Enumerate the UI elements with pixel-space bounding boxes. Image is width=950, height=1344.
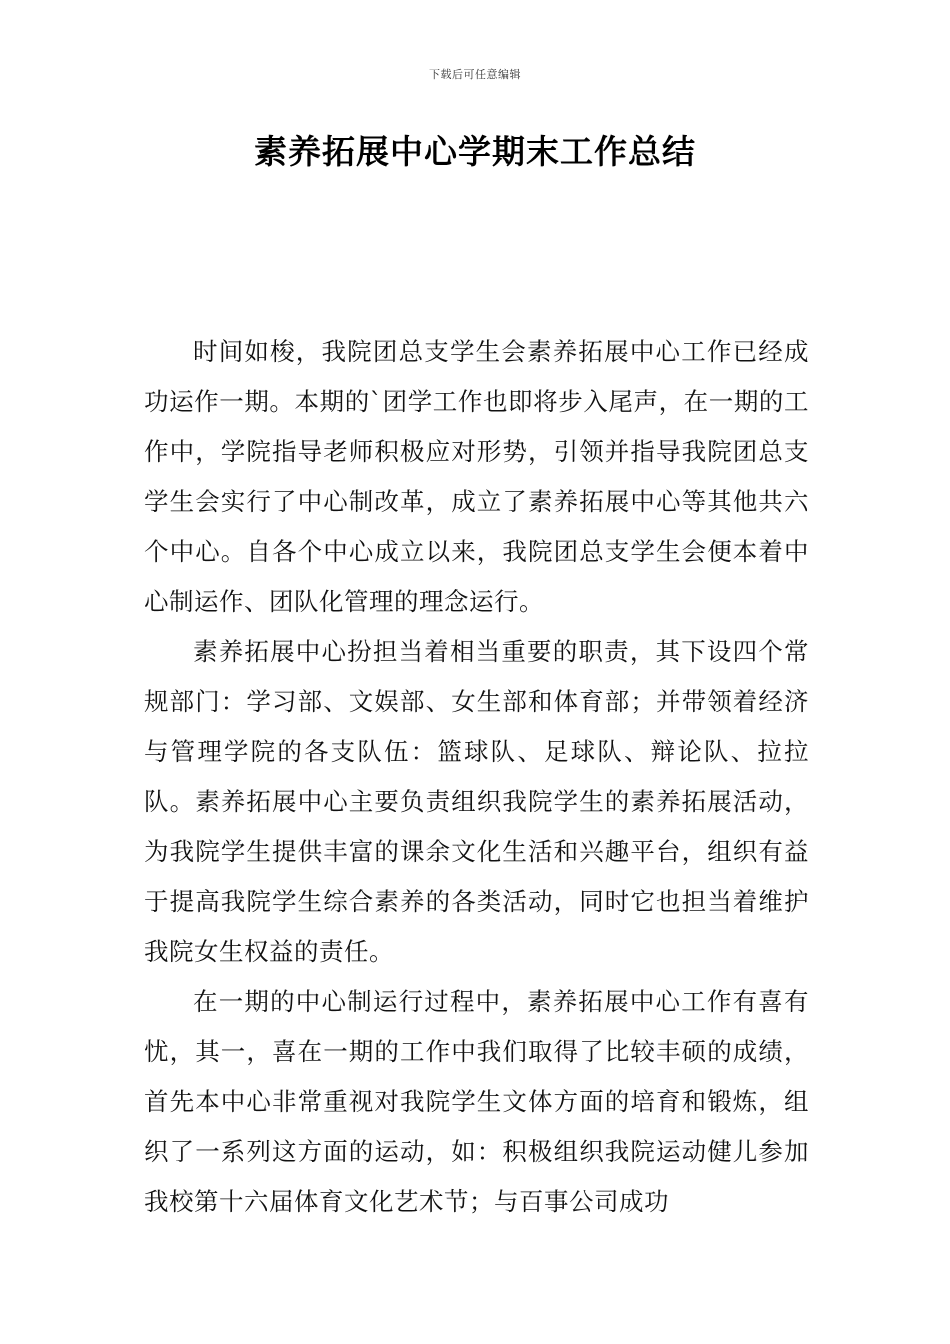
- paragraph: 时间如梭，我院团总支学生会素养拓展中心工作已经成功运作一期。本期的`团学工作也即将步入尾声，在一期的工作中，学院指导老师积极应对形势，引领并指导我院团总支学生会实行了中心制改革，成立了素养拓展中心等其他共六个中心。自各个中心成立以来，我院团总支学生会便本着中心制运作、团队化管理的理念运行。: [144, 337, 809, 616]
- document-title: 素养拓展中心学期末工作总结: [254, 132, 696, 171]
- header-note: 下载后可任意编辑: [429, 68, 521, 81]
- document-body: [144, 327, 809, 1227]
- paragraph: 素养拓展中心扮担当着相当重要的职责，其下设四个常规部门：学习部、文娱部、女生部和体育部；并带领着经济与管理学院的各支队伍：篮球队、足球队、辩论队、拉拉队。素养拓展中心主要负责组织我院学生的素养拓展活动，为我院学生提供丰富的课余文化生活和兴趣平台，组织有益于提高我院学生综合素养的各类活动，同时它也担当着维护我院女生权益的责任。: [144, 637, 809, 966]
- paragraph: 在一期的中心制运行过程中，素养拓展中心工作有喜有忧，其一，喜在一期的工作中我们取得了比较丰硕的成绩，首先本中心非常重视对我院学生文体方面的培育和锻炼，组织了一系列这方面的运动，如：积极组织我院运动健儿参加我校第十六届体育文化艺术节；与百事公司成功: [144, 987, 809, 1216]
